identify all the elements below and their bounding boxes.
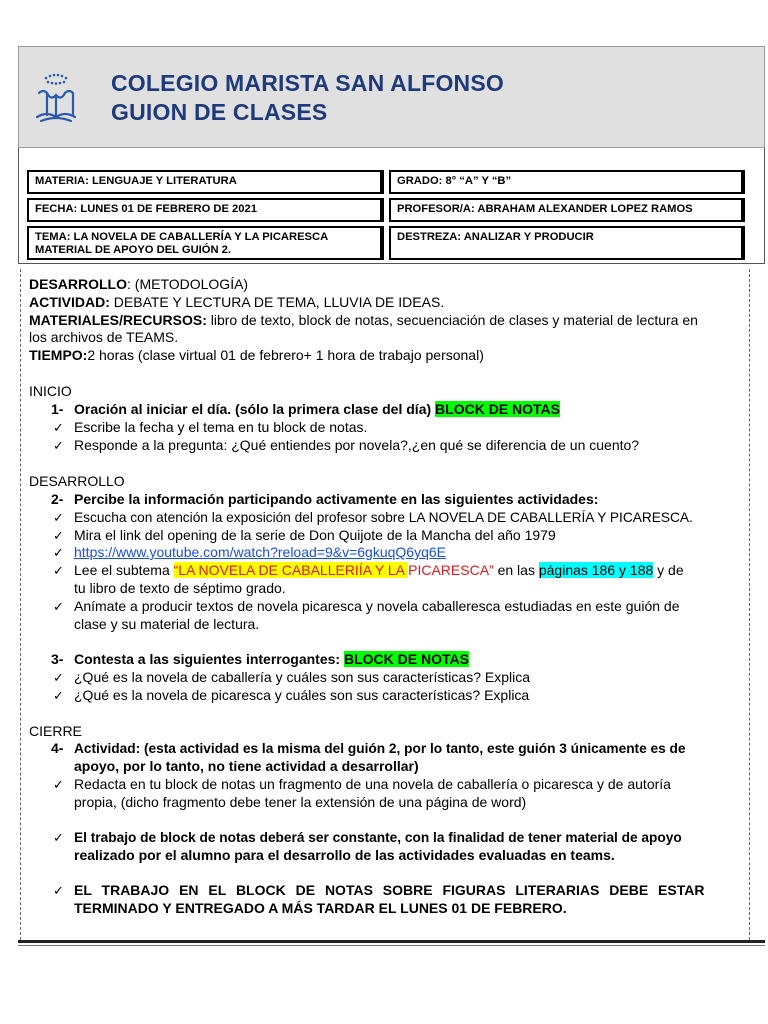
document-type: GUION DE CLASES [111,99,328,125]
materials-line [29,312,698,329]
document-header [18,46,765,148]
methodology-text: : (METODOLOGÍA) [127,276,249,292]
item-number: 3- [51,651,64,667]
methodology-line [29,276,248,293]
item-number: 1- [51,401,64,417]
block-de-notas-badge: BLOCK DE NOTAS [343,651,469,667]
subject-cell: MATERIA: LENGUAJE Y LITERATURA [27,170,382,194]
checkmark-icon: ✓ [53,777,64,792]
school-name: COLEGIO MARISTA SAN ALFONSO [111,70,504,96]
desarrollo-check-4 [74,562,684,579]
desarrollo-check-2: Mira el link del opening de la serie de Don Quijote de la Mancha del año 1979 [74,527,556,543]
checkmark-icon: ✓ [53,420,64,435]
checkmark-icon: ✓ [53,438,64,453]
contesta-item-text: Contesta a las siguientes interrogantes: [74,651,344,667]
inicio-check-1: Escribe la fecha y el tema en tu block de notas. [74,419,368,435]
block-de-notas-badge: BLOCK DE NOTAS [435,401,560,417]
cierre-check-3-line-2: TERMINADO Y ENTREGADO A MÁS TARDAR EL LUNES 01 DE FEBRERO. [74,900,567,916]
bottom-divider [18,940,765,943]
subtopic-highlight-end: PICARESCA” [408,562,494,578]
activity-line [29,294,444,311]
time-text: 2 horas (clase virtual 01 de febrero+ 1 hora de trabajo personal) [87,347,484,363]
section-heading-cierre: CIERRE [29,723,82,739]
check-4-mid: en las [493,562,539,578]
topic-cell [27,226,382,260]
teacher-cell: PROFESOR/A: ABRAHAM ALEXANDER LOPEZ RAMOS [389,198,743,222]
youtube-link[interactable]: https://www.youtube.com/watch?reload=9&v=6gkuqQ6yq6E [74,544,446,560]
cierre-check-2-line-2: realizado por el alumno para el desarrollo de las actividades evaluadas en teams. [74,847,615,863]
cierre-check-1-line-1: Redacta en tu block de notas un fragmento de una novela de caballería o picaresca y de autoría [74,776,671,792]
desarrollo-label: DESARROLLO [29,276,127,292]
cierre-item-line-2: apoyo, por lo tanto, no tiene actividad a desarrollar) [74,758,419,774]
checkmark-icon: ✓ [53,563,64,578]
checkmark-icon: ✓ [53,599,64,614]
item-number: 4- [51,740,64,756]
marist-monogram-icon [33,71,79,127]
inicio-item [74,401,560,418]
pages-highlight: páginas 186 y 188 [538,562,654,578]
desarrollo-item-text: Percibe la información participando activamente en las siguientes actividades: [74,491,599,507]
checkmark-icon: ✓ [53,510,64,525]
check-4-pre: Lee el subtema [74,562,174,578]
checkmark-icon: ✓ [53,670,64,685]
subtopic-highlight: “LA NOVELA DE CABALLERIÍA Y LA [173,562,409,578]
checkmark-icon: ✓ [53,688,64,703]
cierre-check-3-line-1: EL TRABAJO EN EL BLOCK DE NOTAS SOBRE FIGURAS LITERARIAS DEBE ESTAR [74,882,705,898]
section-heading-desarrollo: DESARROLLO [29,473,125,489]
skill-cell: DESTREZA: ANALIZAR Y PRODUCIR [389,226,743,260]
cierre-check-2-line-1: El trabajo de block de notas deberá ser constante, con la finalidad de tener material de apoyo [74,830,682,845]
materials-line-2: los archivos de TEAMS. [29,329,179,345]
grade-cell: GRADO: 8° “A” Y “B” [389,170,743,194]
contesta-item [74,651,469,668]
time-label: TIEMPO: [29,347,88,363]
lesson-content [20,269,750,940]
item-number: 2- [51,491,64,507]
materials-label: MATERIALES/RECURSOS: [29,312,207,328]
class-info-table [18,148,765,264]
materials-text: libro de texto, block de notas, secuenciación de clases y material de lectura en [206,312,698,328]
inicio-check-2: Responde a la pregunta: ¿Qué entiendes por novela?,¿en qué se diferencia de un cuento? [74,437,640,453]
activity-text: DEBATE Y LECTURA DE TEMA, LLUVIA DE IDEAS. [109,294,445,310]
topic-line-1: TEMA: LA NOVELA DE CABALLERÍA Y LA PICARESCA [35,231,329,243]
desarrollo-check-4-line-2: tu libro de texto de séptimo grado. [74,580,286,596]
check-4-post: y de [653,562,684,578]
checkmark-icon: ✓ [53,545,64,560]
desarrollo-check-5-line-2: clase y su material de lectura. [74,616,260,632]
date-cell: FECHA: LUNES 01 DE FEBRERO DE 2021 [27,198,382,222]
checkmark-icon: ✓ [53,883,64,898]
cierre-item-line-1: Actividad: (esta actividad es la misma del guión 2, por lo tanto, este guión 3 únicamente es de [74,741,686,756]
contesta-check-1: ¿Qué es la novela de caballería y cuáles son sus características? Explica [74,669,531,685]
checkmark-icon: ✓ [53,830,64,845]
time-line [29,347,484,364]
checkmark-icon: ✓ [53,528,64,543]
topic-line-2: MATERIAL DE APOYO DEL GUIÓN 2. [35,244,232,256]
bottom-divider-thin [18,945,765,946]
contesta-check-2: ¿Qué es la novela de picaresca y cuáles son sus características? Explica [74,687,530,703]
activity-label: ACTIVIDAD: [29,294,110,310]
desarrollo-check-5: Anímate a producir textos de novela picaresca y novela caballeresca estudiadas en este guión de [74,598,680,614]
inicio-item-text: Oración al iniciar el día. (sólo la primera clase del día) [74,401,436,417]
section-heading-inicio: INICIO [29,383,72,399]
desarrollo-check-1: Escucha con atención la exposición del profesor sobre LA NOVELA DE CABALLERÍA Y PICARESCA. [74,510,693,525]
cierre-check-1-line-2: propia, (dicho fragmento debe tener la extensión de una página de word) [74,794,527,810]
header-title [111,69,504,127]
